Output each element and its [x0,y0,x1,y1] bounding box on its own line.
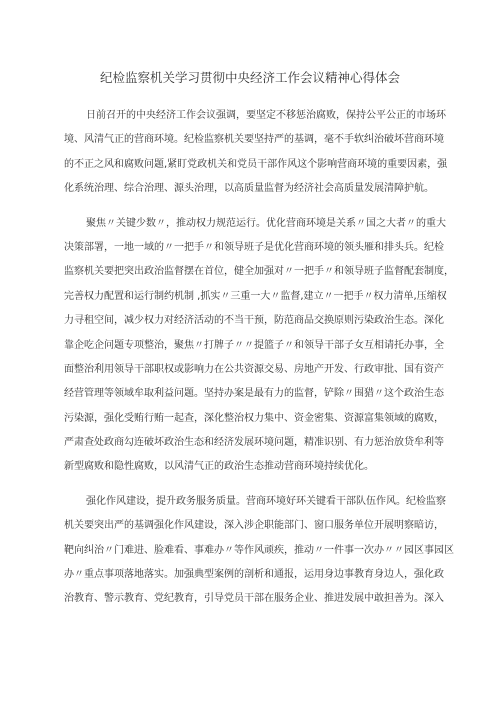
text-line: 决策部署，一地一域的〃一把手〃和领导班子是优化营商环境的领头雁和排头兵。纪检 [64,241,444,253]
paragraph-1 [64,104,448,202]
document-body [64,104,454,612]
text-line: 经营管理等领域牟取利益问题。坚持办案是最有力的监督，铲除〃围猎〃这个政治生态 [64,388,444,400]
text-line: 机关要突出严的基调强化作风建设，深入涉企职能部门、窗口服务单位开展明察暗访， [64,520,444,532]
paragraph-2 [64,212,454,480]
text-line: 化系统治理、综合治理、源头治理，以高质量监督为经济社会高质量发展清障护航。 [64,183,434,195]
text-line: 监察机关要把突出政治监督摆在首位，健全加强对〃一把手〃和领导班子监督配套制度， [64,266,454,278]
text-line: 的不正之风和腐败问题,紧盯党政机关和党员干部作风这个影响营商环境的重要因素，强 [64,158,448,170]
text-line: 日前召开的中央经济工作会议强调，要坚定不移惩治腐败，保持公平公正的市场环 [86,110,446,121]
text-line: 治教育、警示教育、党纪教育，引导党员干部在服务企业、推进发展中敢担善为。深入 [64,593,444,605]
text-line: 新型腐败和隐性腐败，以风清气正的政治生态推动营商环境持续优化。 [64,461,374,473]
text-line: 力寻租空间，减少权力对经济活动的不当干预，防范商品交换原则污染政治生态。深化 [64,315,444,327]
text-line: 完善权力配置和运行制约机制 ,抓实〃三重一大〃监督,建立〃一把手〃权力清单,压缩权 [64,290,447,302]
text-line: 办〃重点事项落地落实。加强典型案例的剖析和通报，运用身边事教育身边人，强化政 [64,569,444,581]
text-line: 靶向纠治〃门难进、脸难看、事难办〃等作风顽疾，推动〃一件事一次办〃〃园区事园区 [64,544,454,556]
text-line: 聚焦〃关键少数〃，推动权力规范运行。优化营商环境是关系〃国之大者〃的重大 [86,217,446,229]
text-line: 强化作风建设，提升政务服务质量。营商环境好环关键看干部队伍作风。纪检监察 [86,495,446,507]
text-line: 污染源，强化受贿行贿一起查，深化整治权力集中、资金密集、资源富集领域的腐败， [64,412,444,424]
text-line: 面整治利用领导干部职权或影响力在公共资源交易、房地产开发、行政审批、国有资产 [64,363,444,375]
text-line: 境、风清气正的营商环境。纪检监察机关要坚持严的基调，毫不手软纠治破坏营商环境 [64,134,444,146]
text-line: 靠企吃企问题专项整治，聚焦〃打牌子〃〃提篮子〃和领导干部子女互相请托办事，全 [64,339,444,351]
document-title: 纪检监察机关学习贯彻中央经济工作会议精神心得体会 [99,70,400,85]
text-line: 严肃查处政商勾连破坏政治生态和经济发展环境问题，精准识别、有力惩治放贷牟利等 [64,437,444,449]
paragraph-3 [64,490,454,612]
